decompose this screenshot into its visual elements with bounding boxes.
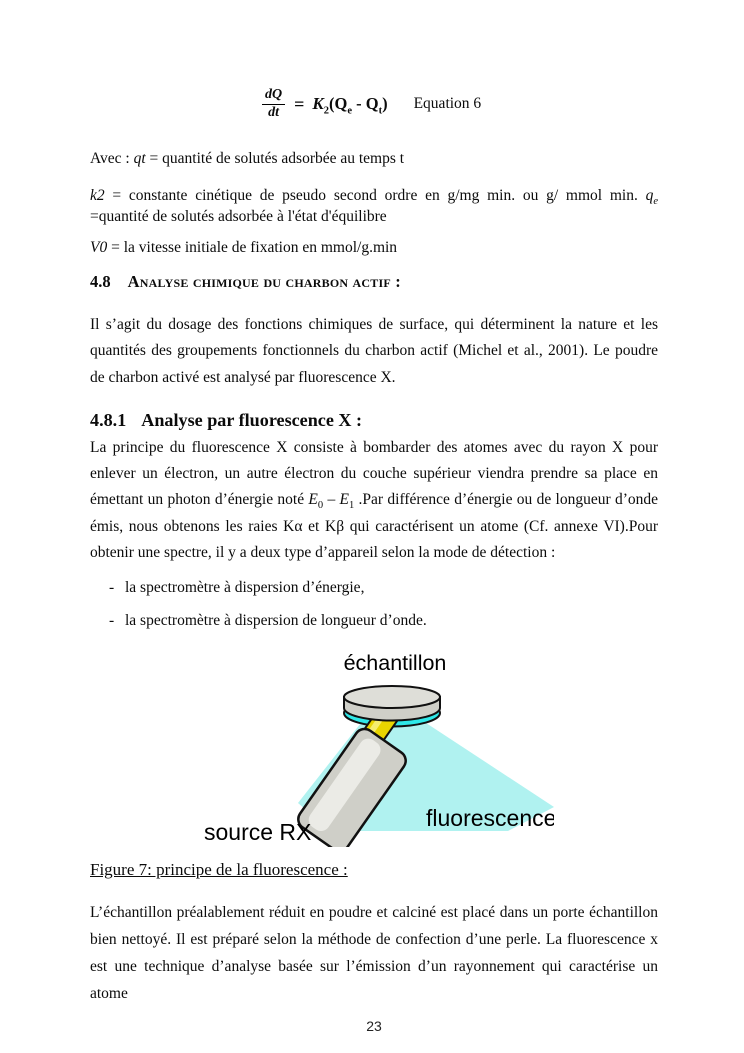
equation-label: Equation 6 xyxy=(413,95,482,112)
e1-subscript: 1 xyxy=(348,500,355,512)
sample-disk-top xyxy=(344,686,440,708)
source-label: source RX xyxy=(204,819,312,846)
subsection-title: Analyse par fluorescence X : xyxy=(141,409,363,430)
paragraph-4-8-1 xyxy=(90,435,658,566)
k-constant: K xyxy=(312,94,324,113)
definition-qt xyxy=(90,148,658,169)
figure-7-illustration xyxy=(202,647,554,847)
open-paren: ( xyxy=(328,94,335,113)
qe-variable: q xyxy=(645,187,654,204)
v0-definition-text: = la vitesse initiale de fixation en mmol/g.min xyxy=(107,239,398,256)
figure-7-caption xyxy=(90,860,658,880)
qe-definition-text: =quantité de solutés adsorbée à l'état d'équilibre xyxy=(90,208,387,225)
fluorescence-label: fluorescence xyxy=(426,805,554,832)
qe-subscript: e xyxy=(347,105,352,117)
section-heading-4-8-1 xyxy=(90,410,658,431)
subsection-number: 4.8.1 xyxy=(90,409,127,430)
qt-variable: qt xyxy=(133,150,146,167)
e0-symbol: E xyxy=(308,491,318,509)
section-heading-4-8 xyxy=(90,272,658,292)
equals-sign: = xyxy=(294,93,305,114)
paragraph-4-8: Il s’agit du dosage des fonctions chimiques de surface, qui déterminent la nature et les quantités des groupements fonctionnels du charbon actif (Michel et al., 2001). Le poudre de charbon activé est analysé par fluorescence X. xyxy=(90,316,658,386)
qt-definition-text: = quantité de solutés adsorbée au temps t xyxy=(145,150,405,167)
k2-variable: k2 xyxy=(90,187,105,204)
close-paren: ) xyxy=(382,94,388,113)
fraction-denominator: dt xyxy=(268,104,279,120)
definition-v0 xyxy=(90,237,658,258)
closing-paragraph: L’échantillon préalablement réduit en poudre et calciné est placé dans un porte échantillon bien nettoyé. Il est préparé selon la méthode de confection d’une perle. La fluorescence x est une technique d’analyse basée sur l’émission d’un rayonnement qui caractérise un atome xyxy=(90,904,658,1003)
para-481-before: La principe du fluorescence X consiste à bombarder des atomes avec du rayon X pour enlever un électron, un autre électron du couche supérieur viendra prendre sa place en émettant un photon d’énergie noté xyxy=(90,438,658,509)
list-item-text: la spectromètre à dispersion d’énergie, xyxy=(125,579,365,597)
e1-symbol: E xyxy=(339,491,349,509)
qt-symbol: Q xyxy=(365,94,379,113)
figure-7-caption-text: Figure 7: principe de la fluorescence : xyxy=(90,860,348,880)
equation-6 xyxy=(262,84,658,124)
definition-k2 xyxy=(90,185,658,227)
k2-definition-text: = constante cinétique de pseudo second ordre en g/mg min. ou g/ mmol min. xyxy=(104,187,646,204)
v0-variable: V0 xyxy=(90,239,108,256)
list-item xyxy=(90,576,658,600)
qe-variable-subscript: e xyxy=(653,196,658,208)
k-subscript: 2 xyxy=(323,105,329,117)
section-title: Analyse chimique du charbon actif : xyxy=(127,272,401,291)
bullet-dash: - xyxy=(109,579,115,597)
qe-symbol: Q xyxy=(334,94,348,113)
equation-fraction xyxy=(262,87,285,120)
fluorescence-diagram xyxy=(202,647,554,847)
para-481-after: .Par différence d’énergie ou de longueur d’onde émis, nous obtenons les raies Kα et Kβ qui caractérisent un atome (Cf. annexe VI).Pour obtenir une spectre, il y a deux type d’appareil selon la mode de détection : xyxy=(90,491,658,562)
minus-sign: - xyxy=(352,94,366,113)
list-item-text: la spectromètre à dispersion de longueur d’onde. xyxy=(125,612,427,630)
equation-rhs xyxy=(312,94,388,117)
spectrometer-list xyxy=(90,576,658,633)
page-number: 23 xyxy=(366,1018,382,1035)
list-item xyxy=(90,609,658,633)
en-dash: – xyxy=(323,491,340,509)
e0-subscript: 0 xyxy=(317,500,324,512)
sample-label: échantillon xyxy=(343,651,447,676)
avec-prefix: Avec : xyxy=(90,150,134,167)
qt-subscript: t xyxy=(378,105,383,117)
fraction-numerator: dQ xyxy=(262,87,285,104)
bullet-dash: - xyxy=(109,612,115,630)
section-number: 4.8 xyxy=(90,272,111,291)
